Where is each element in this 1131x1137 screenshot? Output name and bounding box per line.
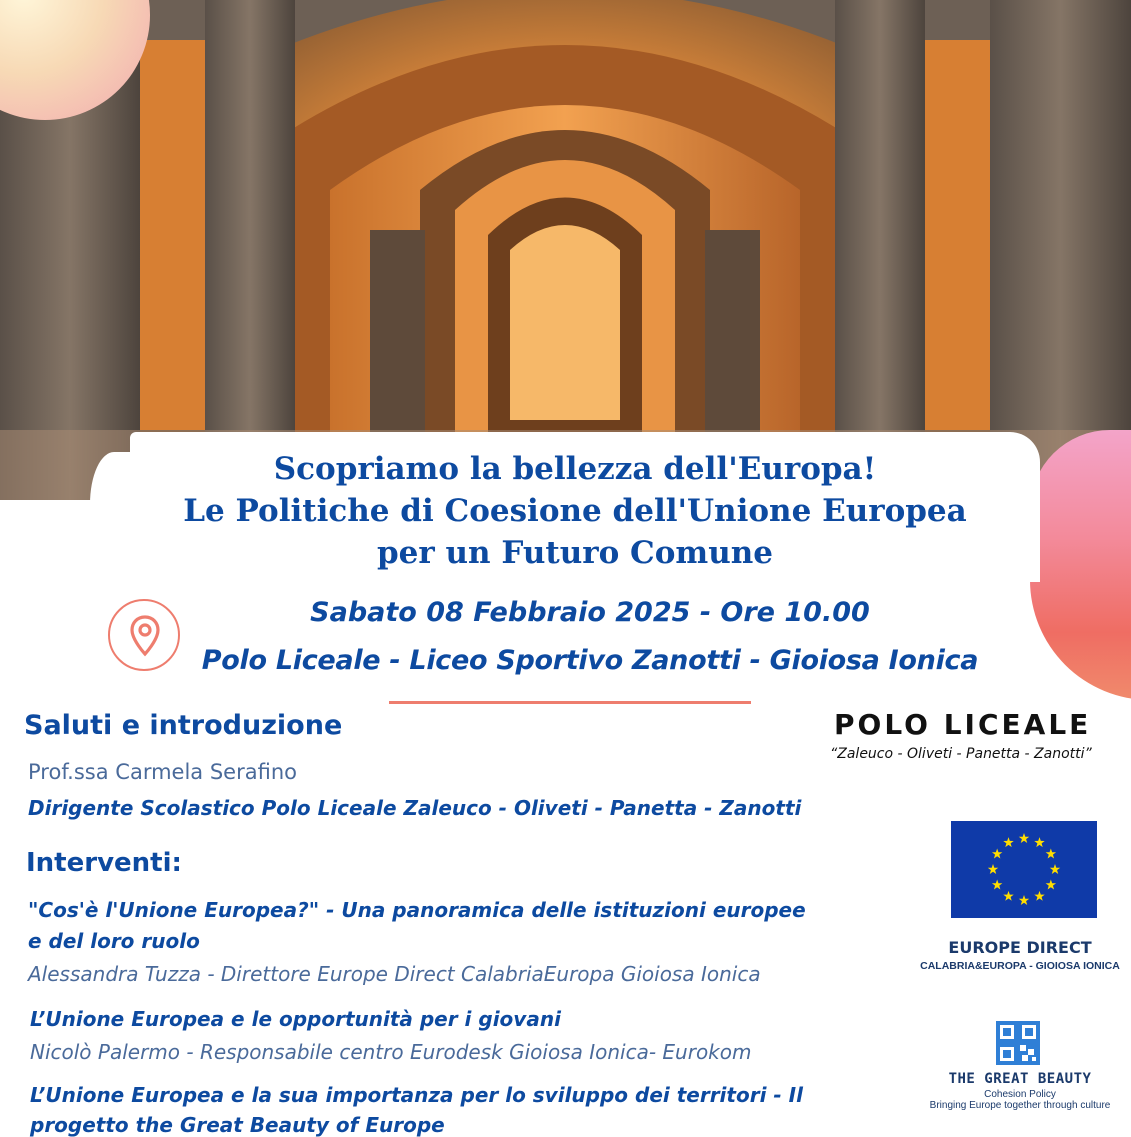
eu-star-icon — [1034, 837, 1044, 847]
eu-star-icon — [1019, 833, 1029, 843]
talks-heading: Interventi: — [26, 848, 182, 878]
title-line-1: Scopriamo la bellezza dell'Europa! — [273, 451, 877, 487]
eu-star-icon — [1034, 891, 1044, 901]
hero-photo-cistern-arches — [0, 0, 1131, 500]
title-line-2: Le Politiche di Coesione dell'Unione Europea — [183, 493, 967, 529]
title-line-3: per un Futuro Comune — [376, 535, 773, 571]
eu-star-icon — [1003, 837, 1013, 847]
talk-3-title-line-1: L’Unione Europea e la sua importanza per lo sviluppo dei territori - Il — [30, 1083, 803, 1107]
europe-direct-subtitle: CALABRIA&EUROPA - GIOIOSA IONICA — [920, 960, 1120, 972]
eu-star-icon — [1003, 891, 1013, 901]
eu-flag-icon — [951, 821, 1097, 918]
eu-star-icon — [1046, 849, 1056, 859]
greetings-heading: Saluti e introduzione — [24, 710, 343, 741]
eu-star-icon — [1046, 880, 1056, 890]
greetings-role: Dirigente Scolastico Polo Liceale Zaleuco - Oliveti - Panetta - Zanotti — [28, 796, 802, 820]
europe-direct-name: EUROPE DIRECT — [948, 938, 1092, 957]
talk-2-title: L’Unione Europea e le opportunità per i giovani — [30, 1007, 561, 1031]
event-date: Sabato 08 Febbraio 2025 - Ore 10.00 — [310, 597, 870, 628]
decorative-blob-right — [1030, 430, 1131, 700]
talk-1-speaker: Alessandra Tuzza - Direttore Europe Direct CalabriaEuropa Gioiosa Ionica — [28, 962, 761, 986]
eu-star-icon — [1050, 864, 1060, 874]
great-beauty-tagline: Bringing Europe together through culture — [929, 1100, 1111, 1111]
polo-liceale-logo: POLO LICEALE — [834, 708, 1092, 741]
great-beauty-cohesion-policy: Cohesion Policy — [984, 1089, 1056, 1100]
location-pin-icon — [108, 599, 180, 671]
eu-star-icon — [1019, 895, 1029, 905]
greetings-speaker: Prof.ssa Carmela Serafino — [28, 760, 297, 784]
great-beauty-name: THE GREAT BEAUTY — [948, 1071, 1092, 1087]
talk-1-title-line-2: e del loro ruolo — [28, 929, 200, 953]
talk-3-title-line-2: progetto the Great Beauty of Europe — [30, 1113, 445, 1137]
eu-star-icon — [988, 864, 998, 874]
talk-1-title-line-1: "Cos'è l'Unione Europea?" - Una panoramica delle istituzioni europee — [28, 898, 806, 922]
separator-line — [389, 701, 751, 704]
great-beauty-qr-icon — [995, 1020, 1041, 1066]
eu-star-icon — [992, 880, 1002, 890]
polo-liceale-subtitle: “Zaleuco - Oliveti - Panetta - Zanotti” — [830, 746, 1092, 762]
page-title — [130, 448, 1020, 574]
eu-star-icon — [992, 849, 1002, 859]
talk-2-speaker: Nicolò Palermo - Responsabile centro Eurodesk Gioiosa Ionica- Eurokom — [30, 1040, 752, 1064]
event-place: Polo Liceale - Liceo Sportivo Zanotti - Gioiosa Ionica — [201, 645, 979, 676]
